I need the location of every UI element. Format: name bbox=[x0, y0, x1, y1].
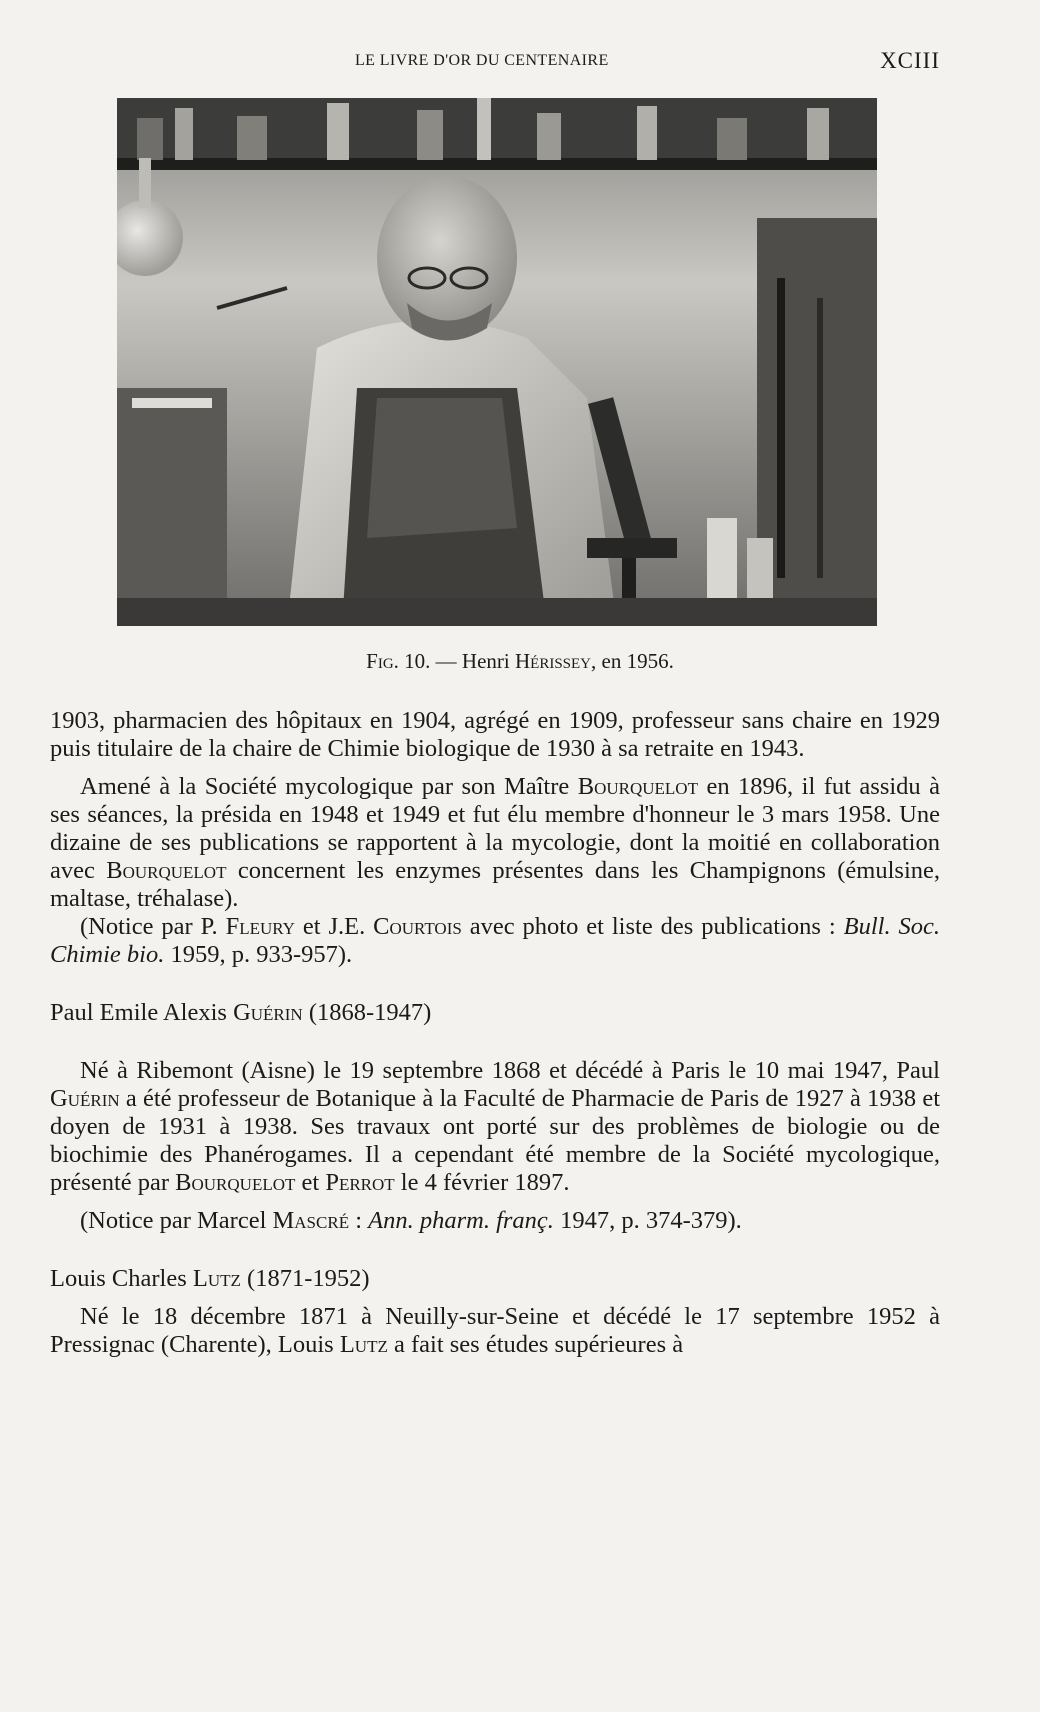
notice1-text-3: avec photo et liste des publications : bbox=[469, 913, 836, 940]
page-number: XCIII bbox=[880, 48, 940, 73]
para3-text-1: Né à Ribemont (Aisne) le 19 septembre 1868 et décédé à Paris le 10 mai 1947, Paul bbox=[80, 1057, 940, 1084]
notice1-name-fleury: Fleury bbox=[225, 913, 295, 940]
para2-text-1: Amené à la Société mycologique par son Maître bbox=[80, 773, 570, 800]
figure-caption bbox=[0, 649, 1040, 674]
para2-text-3: concernent les enzymes présentes dans les Champignons (émulsine, maltase, tréhalase). bbox=[50, 857, 940, 912]
para3-text-2: a été professeur de Botanique à la Faculté de Pharmacie de Paris de 1927 à 1938 et doyen de 1931 à 1938. Ses travaux ont porté sur des problèmes de biologie ou de biochimie des Phanérogames. Il a cependant été membre de la Société mycologique, présenté par bbox=[50, 1085, 941, 1196]
para3-text-4: le 4 février 1897. bbox=[400, 1169, 570, 1196]
paragraph-4 bbox=[50, 1303, 940, 1359]
heading1-dates: (1868-1947) bbox=[308, 999, 432, 1026]
para3-name-perrot: Perrot bbox=[325, 1169, 395, 1196]
notice2-reference: 1947, p. 374-379). bbox=[560, 1207, 742, 1234]
body-text bbox=[50, 707, 940, 1359]
notice2-text-2: : bbox=[355, 1207, 363, 1234]
figure-label: Fig. 10. bbox=[366, 649, 431, 673]
notice1-name-courtois: Courtois bbox=[373, 913, 462, 940]
section-heading-guerin bbox=[50, 999, 940, 1027]
paragraph-2 bbox=[50, 773, 940, 913]
caption-first-name: Henri bbox=[461, 649, 510, 673]
lab-photo-illustration bbox=[117, 98, 877, 626]
section-heading-lutz bbox=[50, 1265, 940, 1293]
notice2-name-mascre: Mascré bbox=[272, 1207, 350, 1234]
heading1-last-name: Guérin bbox=[233, 999, 303, 1026]
caption-dash: — bbox=[435, 649, 457, 673]
para3-name-guerin: Guérin bbox=[50, 1085, 120, 1112]
notice2-journal: Ann. pharm. franç. bbox=[368, 1207, 554, 1234]
para2-name-bourquelot-2: Bourquelot bbox=[106, 857, 227, 884]
para4-name-lutz: Lutz bbox=[339, 1331, 388, 1358]
heading2-first-names: Louis Charles bbox=[50, 1265, 187, 1292]
notice1-reference: 1959, p. 933-957). bbox=[170, 941, 353, 968]
running-title: LE LIVRE D'OR DU CENTENAIRE bbox=[355, 52, 609, 69]
para3-text-3: et bbox=[301, 1169, 320, 1196]
notice1-text-2: et J.E. bbox=[302, 913, 366, 940]
notice-2 bbox=[50, 1207, 940, 1235]
notice2-text-1: (Notice par Marcel bbox=[80, 1207, 267, 1234]
heading1-first-names: Paul Emile Alexis bbox=[50, 999, 227, 1026]
paragraph-1: 1903, pharmacien des hôpitaux en 1904, agrégé en 1909, professeur sans chaire en 1929 puis titulaire de la chaire de Chimie biologique de 1930 à sa retraite en 1943. bbox=[50, 707, 940, 762]
heading2-dates: (1871-1952) bbox=[247, 1265, 370, 1292]
notice1-journal: Bull. Soc. Chimie bio. bbox=[50, 913, 940, 968]
notice-1 bbox=[50, 913, 940, 969]
paragraph-3 bbox=[50, 1057, 940, 1197]
notice1-text-1: (Notice par P. bbox=[80, 913, 218, 940]
para2-name-bourquelot: Bourquelot bbox=[577, 773, 698, 800]
para2-text-2: en 1896, il fut assidu à ses séances, la présida en 1948 et 1949 et fut élu membre d'honneur le 3 mars 1958. Une dizaine de ses publications se rapportent à la mycologie, dont la moitié en collaboration avec bbox=[50, 773, 941, 884]
caption-last-name: Hérissey bbox=[515, 649, 592, 673]
para3-name-bourquelot: Bourquelot bbox=[175, 1169, 296, 1196]
photograph-henri-herissey bbox=[117, 98, 877, 626]
running-header bbox=[0, 48, 1040, 82]
para4-text-2: a fait ses études supérieures à bbox=[393, 1331, 684, 1358]
para4-text-1: Né le 18 décembre 1871 à Neuilly-sur-Seine et décédé le 17 septembre 1952 à Pressignac (Charente), Louis bbox=[50, 1303, 940, 1358]
heading2-last-name: Lutz bbox=[192, 1265, 241, 1292]
caption-year: , en 1956. bbox=[591, 649, 674, 673]
